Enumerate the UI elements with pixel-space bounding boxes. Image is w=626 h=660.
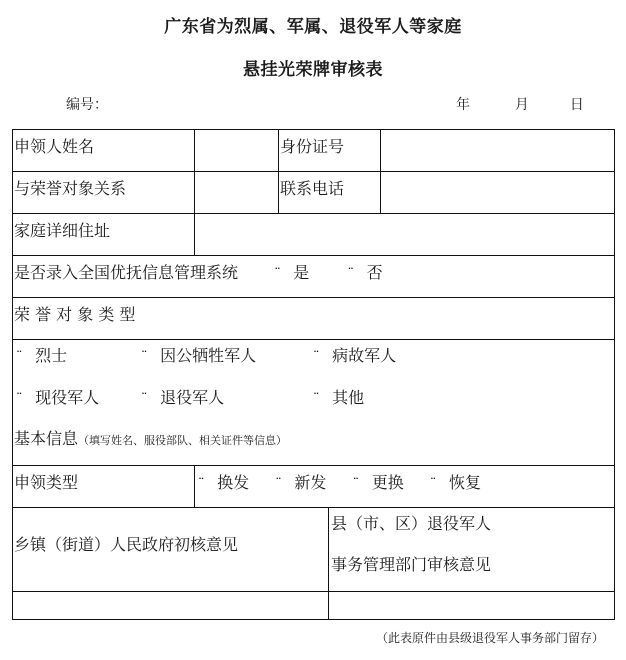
address-field[interactable] (196, 215, 612, 254)
checkbox-icon[interactable]: ¨ (141, 350, 147, 365)
checkbox-new[interactable]: ¨ (275, 477, 281, 492)
honor-option-martyr[interactable] (16, 346, 67, 368)
col-divider (380, 130, 381, 213)
apply-type-options (198, 473, 481, 495)
col-divider (278, 130, 279, 213)
col-divider (194, 130, 195, 255)
basic-info-hint: （填写姓名、服役部队、相关证件等信息） (78, 434, 288, 447)
row-divider (13, 591, 614, 592)
checkbox-icon[interactable]: ¨ (16, 350, 22, 365)
id-number-field[interactable] (382, 131, 612, 170)
option-restore: 恢复 (448, 473, 481, 492)
date-day-label: 日 (569, 97, 584, 113)
phone-label: 联系电话 (280, 179, 345, 198)
basic-info-label: 基本信息 (14, 429, 79, 448)
row-divider (13, 171, 614, 172)
checkbox-renew[interactable]: ¨ (198, 477, 204, 492)
system-entry-label: 是否录入全国优抚信息管理系统 (14, 263, 239, 282)
option-label: 退役军人 (160, 388, 225, 407)
date-field (456, 94, 584, 114)
option-label: 病故军人 (332, 346, 397, 365)
col-divider (328, 507, 329, 620)
option-label: 因公牺牲军人 (160, 346, 257, 365)
row-divider (13, 507, 614, 508)
date-year-label: 年 (456, 97, 470, 113)
option-replace: 更换 (371, 473, 404, 492)
review-form-table (12, 129, 615, 620)
checkbox-icon[interactable]: ¨ (141, 392, 147, 407)
relation-field[interactable] (196, 173, 277, 212)
option-new: 新发 (294, 473, 327, 492)
honor-option-active-duty[interactable] (16, 388, 99, 410)
row-divider (13, 297, 614, 298)
option-label: 其他 (332, 388, 365, 407)
date-month-label: 月 (514, 97, 529, 113)
checkbox-yes[interactable]: ¨ (274, 267, 280, 282)
township-opinion-label: 乡镇（街道）人民政府初核意见 (14, 535, 239, 554)
checkbox-replace[interactable]: ¨ (352, 477, 359, 492)
id-number-label: 身份证号 (280, 137, 345, 156)
basic-info-row[interactable] (14, 429, 287, 451)
honor-option-other[interactable] (313, 388, 364, 410)
county-opinion-label-line2: 事务管理部门审核意见 (331, 555, 492, 574)
checkbox-icon[interactable]: ¨ (313, 350, 319, 365)
county-opinion-field[interactable] (330, 593, 612, 619)
address-label: 家庭详细住址 (14, 221, 111, 240)
row-divider (13, 213, 614, 214)
apply-type-label: 申领类型 (14, 473, 79, 492)
col-divider (194, 465, 195, 507)
footnote: （此表原件由县级退役军人事务部门留存） (375, 631, 604, 645)
option-no-label: 否 (366, 263, 383, 282)
row-divider (13, 339, 614, 340)
checkbox-restore[interactable]: ¨ (429, 477, 436, 492)
checkbox-no[interactable]: ¨ (347, 267, 353, 282)
checkbox-icon[interactable]: ¨ (313, 392, 319, 407)
document-title-line1: 广东省为烈属、军属、退役军人等家庭 (164, 17, 462, 37)
township-opinion-field[interactable] (14, 593, 326, 619)
option-yes-label: 是 (293, 263, 310, 282)
system-entry-row (14, 263, 383, 285)
option-renew: 换发 (217, 473, 250, 492)
honor-option-illness-death[interactable] (313, 346, 396, 368)
phone-field[interactable] (382, 173, 612, 212)
applicant-name-field[interactable] (196, 131, 277, 170)
checkbox-icon[interactable]: ¨ (16, 392, 22, 407)
honor-option-duty-death[interactable] (141, 346, 256, 368)
serial-number-label: 编号： (66, 97, 108, 113)
option-label: 现役军人 (35, 388, 100, 407)
row-divider (13, 465, 614, 466)
document-title-line2: 悬挂光荣牌审核表 (243, 60, 383, 80)
honor-type-label: 荣 誉 对 象 类 型 (14, 305, 136, 324)
county-opinion-label-line1: 县（市、区）退役军人 (331, 514, 492, 533)
row-divider (13, 255, 614, 256)
relation-label: 与荣誉对象关系 (14, 179, 127, 198)
honor-option-veteran[interactable] (141, 388, 224, 410)
option-label: 烈士 (35, 346, 68, 365)
applicant-name-label: 申领人姓名 (14, 137, 95, 156)
